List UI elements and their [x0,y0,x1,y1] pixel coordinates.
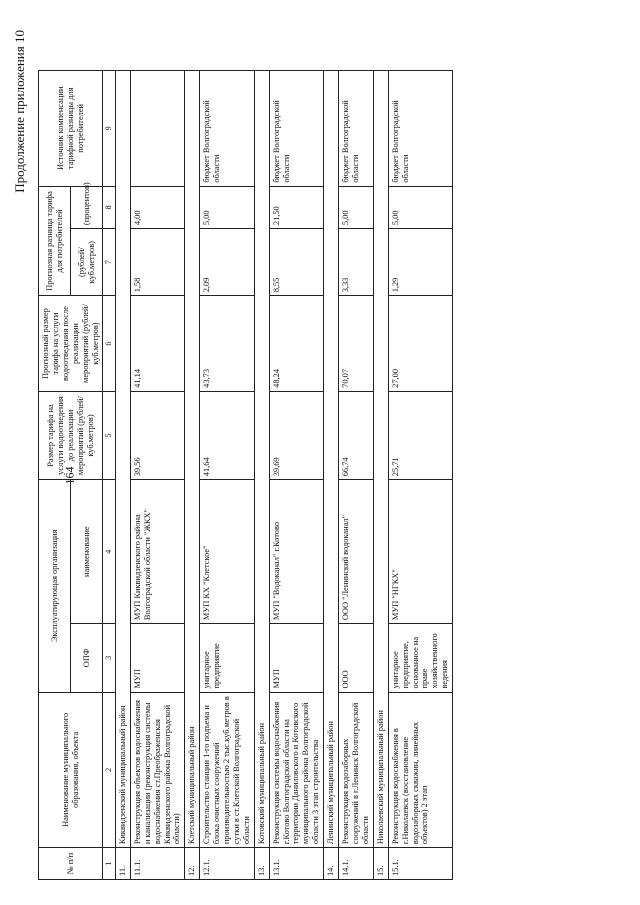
district-row [373,71,388,880]
district-row [254,71,269,880]
row-no: 15.1. [388,848,452,880]
row-no: 14.1. [339,848,374,880]
object-name: Реконструкция водозаборных сооружений в г.Ленинск Волгоградской области [339,692,374,848]
col-number: 4 [103,480,115,624]
opf-cell: ООО [339,624,374,692]
header-tariff-after: Прогнозный размер тарифа на услуги водоотведения после реализации мероприятий (рублей/ куб.метров) [39,296,103,392]
tariff-table [38,70,453,880]
header-diff-rub: (рублей/ куб.метров) [71,229,103,296]
source-cell: бюджет Волгоградской области [269,71,324,187]
header-org-name: наименование [71,480,103,624]
diff-pct-cell: 4,00 [130,186,185,228]
tariff-before-cell: 25,71 [388,391,452,479]
source-cell: бюджет Волгоградской области [388,71,452,187]
diff-rub-cell: 3,33 [339,229,374,296]
col-number: 7 [103,229,115,296]
row-no: 12.1. [200,848,255,880]
row-no: 12. [185,848,200,880]
district-name: Ленинский муниципальный район [324,71,339,848]
header-diff-pct: (процентов) [71,186,103,228]
diff-pct-cell: 5,00 [388,186,452,228]
col-number: 6 [103,296,115,392]
opf-cell: МУП [130,624,185,692]
diff-pct-cell: 5,00 [339,186,374,228]
page-number: 164 [62,466,77,485]
tariff-before-cell: 39,69 [269,391,324,479]
district-row [115,71,130,880]
diff-pct-cell: 5,00 [200,186,255,228]
object-name: Реконструкция водоснабжения в г.Николаевск (восстановление водозаборных скважин, линейных объектов) 2 этап [388,692,452,848]
district-row [185,71,200,880]
row-no: 13.1. [269,848,324,880]
diff-pct-cell: 21,50 [269,186,324,228]
table-row [339,71,374,880]
opf-cell: унитарное предприятие, основанное на праве хозяйственного ведения [388,624,452,692]
diff-rub-cell: 2,09 [200,229,255,296]
tariff-after-cell: 48,24 [269,296,324,392]
diff-rub-cell: 1,58 [130,229,185,296]
row-no: 14. [324,848,339,880]
row-no: 11.1. [130,848,185,880]
tariff-after-cell: 27,00 [388,296,452,392]
tariff-after-cell: 70,07 [339,296,374,392]
diff-rub-cell: 8,55 [269,229,324,296]
header-name: Наименование муниципального образования, объекта [39,692,103,848]
table-row [130,71,185,880]
object-name: Строительство станции 1-го подъема и блока очистных сооружений производительностью 2 тыс.куб.метров в сутки в ст.Клетской Волгоградской области [200,692,255,848]
column-number-row [103,71,115,880]
opf-cell: унитарное предприятие [200,624,255,692]
district-name: Котовский муниципальный район [254,71,269,848]
org-name-cell: ООО "Ленинский водоканал" [339,480,374,624]
object-name: Реконструкция системы водоснабжения г.Котово Волгоградской области на территории Даниловского и Котовского муниципального района Волгоградской области 3 этап строительства [269,692,324,848]
col-number: 2 [103,692,115,848]
row-no: 15. [373,848,388,880]
org-name-cell: МУП "Водоканал" г.Котово [269,480,324,624]
header-opf: ОПФ [71,624,103,692]
opf-cell: МУП [269,624,324,692]
org-name-cell: МУП КХ "Клетское" [200,480,255,624]
tariff-after-cell: 43,73 [200,296,255,392]
appendix-title: Продолжение приложения 10 [12,30,27,193]
district-name: Киквидзенский муниципальный район [115,71,130,848]
row-no: 13. [254,848,269,880]
col-number: 8 [103,186,115,228]
table-row [388,71,452,880]
district-name: Клетский муниципальный район [185,71,200,848]
table-row [269,71,324,880]
col-number: 1 [103,848,115,880]
org-name-cell: МУП Киквидзенского района Волгоградской области "ЖКХ" [130,480,185,624]
source-cell [130,71,185,187]
col-number: 5 [103,391,115,479]
header-no: № п/п [39,848,103,880]
tariff-before-cell: 41,64 [200,391,255,479]
header-row-1 [39,71,71,880]
source-cell: бюджет Волгоградской области [339,71,374,187]
tariff-before-cell: 39,56 [130,391,185,479]
object-name: Реконструкция объектов водоснабжения и канализации (реконструкция системы водоснабжения ст.Преображенская Киквидзенского района Волгоградской области) [130,692,185,848]
district-row [324,71,339,880]
row-no: 11. [115,848,130,880]
col-number: 9 [103,71,115,187]
header-operator: Эксплуатирующая организация [39,480,71,692]
col-number: 3 [103,624,115,692]
org-name-cell: МУП "НГКХ" [388,480,452,624]
header-tariff-before: Размер тарифа на услуги водоотведения до реализации мероприятий (рублей/ куб.метров) [39,391,103,479]
district-name: Николаевский муниципальный район [373,71,388,848]
diff-rub-cell: 1,29 [388,229,452,296]
tariff-after-cell: 41,14 [130,296,185,392]
header-source: Источник компенсации тарифной разницы для потребителей [39,71,103,187]
header-diff: Прогнозная разница тарифа для потребителей [39,186,71,296]
tariff-before-cell: 66,74 [339,391,374,479]
table-row [200,71,255,880]
source-cell: бюджет Волгоградской области [200,71,255,187]
